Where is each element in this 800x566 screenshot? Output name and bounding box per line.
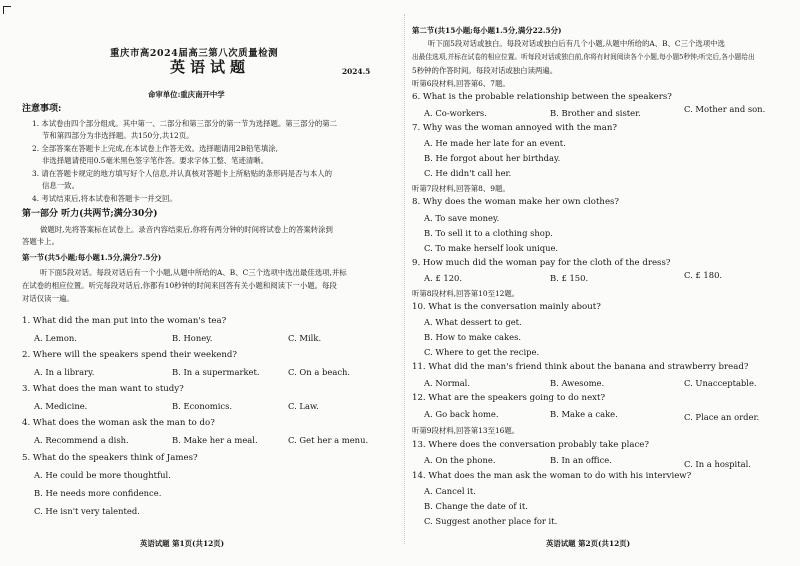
question-4: 4. What does the woman ask the man to do? [22, 418, 215, 428]
option-b: B. Economics. [172, 401, 233, 411]
option-b: B. Make a cake. [550, 409, 618, 419]
question-11: 11. What did the man's friend think about the banana and strawberry bread? [412, 362, 749, 372]
option-c: C. Unacceptable. [684, 378, 757, 388]
subject-title: 英语试题 [170, 58, 251, 76]
option-b: B. £ 150. [550, 273, 589, 283]
question-2: 2. Where will the speakers spend their weekend? [22, 350, 238, 360]
part1-line: 做题时,先将答案标在试卷上。录音内容结束后,你将有两分钟的时间将试卷上的答案转涂到 [40, 225, 333, 234]
option-a: A. To save money. [424, 213, 500, 223]
question-14: 14. What does the man ask the woman to do with his interview? [412, 471, 692, 481]
option-a: A. Co-workers. [424, 108, 487, 118]
exam-header-title: 重庆市高2024届高三第八次质量检测 [110, 48, 279, 59]
option-b: B. He forgot about her birthday. [424, 153, 561, 163]
option-a: A. Cancel it. [424, 486, 476, 496]
option-a: A. Recommend a dish. [34, 435, 129, 445]
part1-line: 答题卡上。 [22, 237, 59, 246]
page-footer: 英语试题 第1页(共12页) [140, 539, 225, 548]
option-a: A. Go back home. [424, 409, 499, 419]
material-heading: 听第8段材料,回答第10至12题。 [412, 289, 520, 298]
material-heading: 听第6段材料,回答第6、7题。 [412, 79, 510, 88]
section2-line: 出最佳选项,并标在试卷的相应位置。听每段对话或独白前,你将有时间阅读各个小题,每小题5秒钟;听完后,各小题给出 [412, 53, 755, 61]
material-heading: 听第7段材料,回答第8、9题。 [412, 184, 510, 193]
part1-heading: 第一部分 听力(共两节;满分30分) [22, 209, 158, 219]
option-a: A. Normal. [424, 378, 471, 388]
page-divider [404, 14, 405, 544]
question-7: 7. Why was the woman annoyed with the man? [412, 123, 617, 133]
option-c: C. He didn't call her. [424, 168, 512, 178]
option-b: B. Change the date of it. [424, 501, 528, 511]
option-a: A. He made her late for an event. [424, 138, 566, 148]
option-c: C. Suggest another place for it. [424, 516, 558, 526]
page-footer: 英语试题 第2页(共12页) [546, 539, 631, 548]
section1-line: 对话仅读一遍。 [22, 294, 74, 303]
notice-line: 非选择题请使用0.5毫米黑色签字笔作答。要求字体工整、笔迹清晰。 [42, 156, 269, 165]
option-c: C. Where to get the recipe. [424, 347, 540, 357]
option-a: A. Lemon. [34, 333, 77, 343]
option-b: B. Honey. [172, 333, 213, 343]
option-b: B. Make her a meal. [172, 435, 258, 445]
option-b: B. Awesome. [550, 378, 605, 388]
option-a: A. What dessert to get. [424, 317, 522, 327]
question-6: 6. What is the probable relationship between the speakers? [412, 92, 672, 102]
option-b: B. In an office. [550, 455, 612, 465]
question-9: 9. How much did the woman pay for the cloth of the dress? [412, 258, 671, 268]
option-c: C. Place an order. [684, 412, 760, 422]
option-b: B. He needs more confidence. [34, 488, 162, 498]
option-c: C. On a beach. [288, 367, 351, 377]
notice-line: 信息一致。 [42, 181, 79, 190]
material-heading: 听第9段材料,回答第13至16题。 [412, 426, 520, 435]
exam-date: 2024.5 [342, 67, 371, 76]
section2-line: 5秒钟的作答时间。每段对话或独白读两遍。 [412, 66, 558, 75]
exam-org: 命审单位:重庆南开中学 [148, 90, 225, 99]
option-c: C. Mother and son. [684, 104, 766, 114]
notice-line: 2. 全部答案在答题卡上完成,在本试卷上作答无效。选择题请用2B铅笔填涂, [32, 144, 278, 153]
option-a: A. He could be more thoughtful. [34, 470, 171, 480]
option-b: B. Brother and sister. [550, 108, 641, 118]
option-b: B. In a supermarket. [172, 367, 260, 377]
option-b: B. How to make cakes. [424, 332, 522, 342]
option-c: C. Law. [288, 401, 319, 411]
section1-line: 听下面5段对话。每段对话后有一个小题,从题中所给的A、B、C三个选项中选出最佳选项,并标 [40, 268, 347, 277]
question-5: 5. What do the speakers think of James? [22, 453, 198, 463]
option-a: A. £ 120. [424, 273, 463, 283]
section1-line: 在试卷的相应位置。听完每段对话后,你都有10秒钟的时间来回答有关小题和阅读下一小题。每段 [22, 281, 337, 290]
corner-mark [3, 6, 11, 14]
option-c: C. He isn't very talented. [34, 506, 140, 516]
option-c: C. To make herself look unique. [424, 243, 559, 253]
section2-heading: 第二节(共15小题;每小题1.5分,满分22.5分) [412, 26, 562, 35]
option-c: C. £ 180. [684, 270, 723, 280]
option-a: A. Medicine. [34, 401, 88, 411]
question-12: 12. What are the speakers going to do next? [412, 393, 606, 403]
option-c: C. In a hospital. [684, 459, 751, 469]
option-a: A. In a library. [34, 367, 95, 377]
notice-heading: 注意事项: [22, 104, 62, 114]
section2-line: 听下面5段对话或独白。每段对话或独白后有几个小题,从题中所给的A、B、C三个选项中选 [428, 39, 725, 48]
question-3: 3. What does the man want to study? [22, 384, 184, 394]
option-c: C. Milk. [288, 333, 322, 343]
notice-line: 1. 本试卷由四个部分组成。其中第一、二部分和第三部分的第一节为选择题。第三部分的第二 [32, 119, 338, 128]
option-b: B. To sell it to a clothing shop. [424, 228, 553, 238]
notice-line: 3. 请在答题卡规定的地方填写好个人信息,并认真核对答题卡上所粘贴的条形码是否与本人的 [32, 169, 332, 178]
option-c: C. Get her a menu. [288, 435, 369, 445]
question-8: 8. Why does the woman make her own clothes? [412, 197, 620, 207]
notice-line: 4. 考试结束后,将本试卷和答题卡一并交回。 [32, 194, 177, 203]
question-1: 1. What did the man put into the woman's tea? [22, 316, 227, 326]
question-13: 13. Where does the conversation probably take place? [412, 440, 649, 450]
option-a: A. On the phone. [424, 455, 496, 465]
question-10: 10. What is the conversation mainly about? [412, 302, 601, 312]
section1-heading: 第一节(共5小题;每小题1.5分,满分7.5分) [22, 253, 162, 262]
notice-line: 节和第四部分为非选择题。共150分,共12页。 [42, 131, 194, 140]
